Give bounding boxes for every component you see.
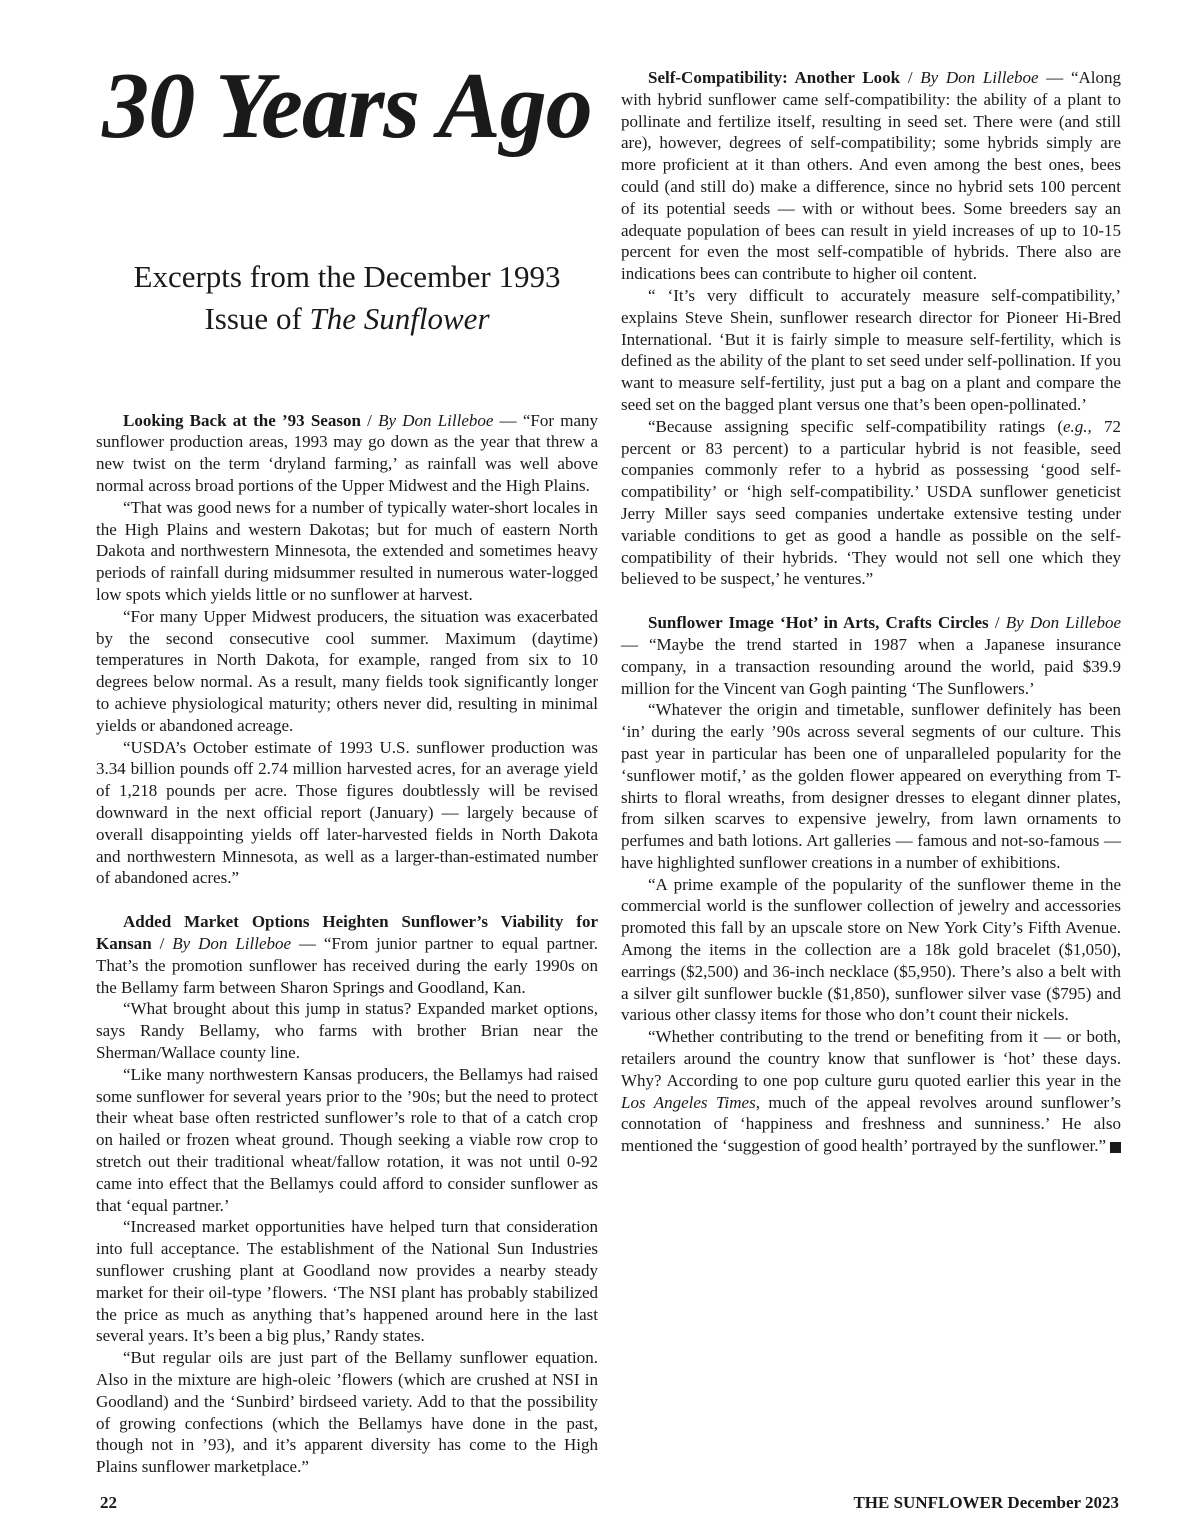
article-image-p1 bbox=[621, 612, 1121, 699]
separator: / bbox=[360, 410, 379, 430]
byline: By Don Lilleboe bbox=[172, 934, 292, 954]
article-kansas-p4: “Increased market opportunities have helped turn that consideration into full acceptance. The establishment of the National Sun Industries sunflower crushing plant at Goodland now provides a nearby steady market for their oil-type ’flowers. ‘The NSI plant has probably stabilized the price as much as anything that’s happened around here in the last several years. It’s been a big plus,’ Randy states. bbox=[96, 1217, 598, 1346]
article-heading: Added Market Options Heighten Sunflower’s Viability for Kansan bbox=[96, 912, 598, 954]
articles-left bbox=[96, 410, 598, 1478]
article-season-p2: “That was good news for a number of typically water-short locales in the High Plains and western Dakotas; but for much of eastern North Dakota and northwestern Minnesota, the extended and sometimes heavy periods of rainfall during midsummer resulted in numerous water-logged low spots which yields little or no sunflower at harvest. bbox=[96, 497, 598, 605]
article-selfcompat-p2: “ ‘It’s very difficult to accurately measure self-compatibility,’ explains Steve Shein, sunflower research director for Pioneer Hi-Bred International. ‘But it is fairly simple to measure self-fertility, which is defined as the ability of the plant to set seed under self-pollination. If you want to measure self-fertility, just put a bag on a plant and compare the seed set on the bagged plant versus one that’s been open-pollinated.’ bbox=[621, 285, 1121, 414]
paragraph-text: — “For many sunflower production areas, 1993 may go down as the year that threw a new twist on the term ‘dryland farming,’ as rainfall was well above normal across broad portions of the Upper Midwest and the High Plains. bbox=[96, 410, 598, 496]
right-column bbox=[621, 67, 1121, 1157]
article-heading: Sunflower Image ‘Hot’ in Arts, Crafts Circles bbox=[648, 613, 989, 633]
article-heading: Looking Back at the ’93 Season bbox=[123, 410, 361, 430]
byline: By Don Lilleboe bbox=[920, 68, 1039, 87]
section-gap bbox=[621, 590, 1121, 612]
byline: By Don Lilleboe bbox=[1005, 613, 1122, 633]
paragraph-text: 72 percent or 83 percent) to a particular hybrid is not feasible, seed companies commonly refer to a hybrid as possessing ‘good self-compatibility’ or ‘high self-compatibility.’ USDA sunflower geneticist Jerry Miller says seed companies undertake extensive testing under variable conditions to get as good a handle as possible on the self-compatibility of their hybrids. ‘They would not sell one which they believed to be suspect,’ he ventures.” bbox=[621, 416, 1122, 589]
article-image-p3: “A prime example of the popularity of the sunflower theme in the commercial world is the sunflower collection of jewelry and accessories promoted this fall by an upscale store on New York City’s Fifth Avenue. Among the items in the collection are a 18k gold bracelet ($1,050), earrings ($2,500) and 36-inch necklace ($5,950). There’s also a belt with a silver gilt sunflower buckle ($1,850), sunflower silver vase ($795) and various other classy items for those who don’t count their nickels. bbox=[621, 874, 1121, 1025]
article-selfcompat-p3 bbox=[621, 416, 1121, 590]
section-gap bbox=[96, 889, 598, 911]
page-number: 22 bbox=[100, 1493, 117, 1512]
page-subtitle bbox=[96, 256, 598, 340]
article-heading: Self-Compatibility: Another Look bbox=[648, 68, 901, 87]
paragraph-text: “Whether contributing to the trend or benefiting from it — or both, retailers around the country know that sunflower is ‘hot’ these days. Why? According to one pop culture guru quoted earlier this year in the bbox=[621, 1027, 1121, 1090]
article-kansas-p5: “But regular oils are just part of the Bellamy sunflower equation. Also in the mixture are high-oleic ’flowers (which are crushed at NSI in Goodland) and the ‘Sunbird’ birdseed variety. Add to that the possibility of growing confections (which the Bellamys have done in the past, though not in ’93), and it’s apparent diversity has come to the High Plains sunflower marketplace.” bbox=[96, 1348, 598, 1477]
separator: / bbox=[151, 934, 173, 954]
paragraph-text: , much of the appeal revolves around sunflower’s connotation of ‘happiness and freshness and sunniness.’ He also mentioned the ‘suggestion of good health’ portrayed by the sunflower.” bbox=[621, 1092, 1121, 1156]
end-of-article-mark bbox=[1110, 1142, 1121, 1153]
separator: / bbox=[988, 613, 1006, 633]
article-kansas-p3: “Like many northwestern Kansas producers, the Bellamys had raised some sunflower for several years prior to the ’90s; but the need to protect their wheat base often restricted sunflower’s role to that of a catch crop on hailed or frozen wheat ground. Though seeking a viable row crop to stretch out their traditional wheat/fallow rotation, it was not until 0-92 came into effect that the Bellamys could afford to consider sunflower as that ‘equal partner.’ bbox=[96, 1064, 598, 1215]
page-title: 30 Years Ago bbox=[102, 54, 592, 158]
subtitle-line-2 bbox=[96, 298, 598, 340]
article-selfcompat-p1 bbox=[621, 67, 1121, 285]
article-season-p1 bbox=[96, 410, 598, 497]
left-column bbox=[96, 50, 598, 1478]
newspaper-name: Los Angeles Times bbox=[621, 1092, 756, 1112]
separator: / bbox=[900, 68, 921, 87]
byline: By Don Lilleboe bbox=[378, 410, 494, 430]
paragraph-text: — “Maybe the trend started in 1987 when a Japanese insurance company, in a transaction resounding around the world, paid $39.9 million for the Vincent van Gogh painting ‘The Sunflowers.’ bbox=[621, 634, 1121, 698]
eg-abbrev: e.g., bbox=[1063, 416, 1092, 436]
article-kansas-p1 bbox=[96, 911, 598, 998]
publication-name: The Sunflower bbox=[309, 300, 490, 336]
article-kansas-p2: “What brought about this jump in status? Expanded market options, says Randy Bellamy, who farms with brother Brian near the Sherman/Wallace county line. bbox=[96, 999, 598, 1062]
article-season-p4: “USDA’s October estimate of 1993 U.S. sunflower production was 3.34 billion pounds off 2.74 million harvested acres, for an average yield of 1,218 pounds per acre. Those figures doubtlessly will be revised downward in the next official report (January) — largely because of overall disappointing yields off later-harvested fields in North Dakota and northwestern Minnesota, as well as a larger-than-estimated number of abandoned acres.” bbox=[96, 737, 598, 888]
article-season-p3: “For many Upper Midwest producers, the situation was exacerbated by the second consecutive cool summer. Maximum (daytime) temperatures in North Dakota, for example, ranged from six to 10 degrees below normal. As a result, many fields took significantly longer to achieve physiological maturity; others never did, resulting in minimal yields or abandoned acreage. bbox=[96, 606, 598, 735]
subtitle-prefix: Issue of bbox=[204, 300, 310, 336]
paragraph-text: — “Along with hybrid sunflower came self-compatibility: the ability of a plant to pollinate and fertilize itself, resulting in seed set. There were (and still are), however, degrees of self-compatibility; some hybrids simply are more proficient at it than others. And even among the best ones, bees could (and still do) make a difference, since no hybrid sets 100 percent of its potential seeds — with or without bees. Some breeders say an adequate population of bees can result in yield increases of up to 10-15 percent for even the most self-compatible of hybrids. There also are indications bees can contribute to higher oil content. bbox=[621, 68, 1121, 284]
article-image-p2: “Whatever the origin and timetable, sunflower definitely has been ‘in’ during the early ’90s across several segments of our culture. This past year in particular has been one of unparalleled popularity for the ‘sunflower motif,’ as the golden flower appeared on everything from T-shirts to floral wreaths, from designer dresses to elegant dinner plates, from silken scarves to expensive jewelry, from lawn ornaments to perfumes and bath lotions. Art galleries — famous and not-so-famous — have highlighted sunflower creations in a number of exhibitions. bbox=[621, 700, 1121, 872]
article-image-p4 bbox=[621, 1026, 1121, 1157]
publication-footer: THE SUNFLOWER December 2023 bbox=[853, 1493, 1119, 1512]
articles-right bbox=[621, 67, 1121, 1157]
paragraph-text: — “From junior partner to equal partner. That’s the promotion sunflower has received during the early 1990s on the Bellamy farm between Sharon Springs and Goodland, Kan. bbox=[96, 934, 598, 997]
subtitle-line-1: Excerpts from the December 1993 bbox=[133, 259, 561, 294]
paragraph-text: “Because assigning specific self-compatibility ratings ( bbox=[648, 416, 1064, 436]
